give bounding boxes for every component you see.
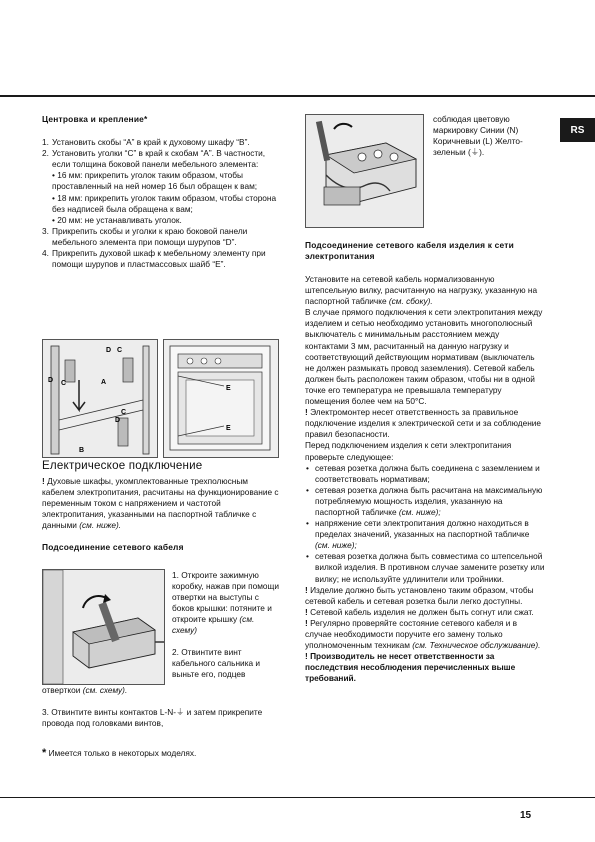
terminal-block-figure <box>305 114 424 228</box>
bottom-rule <box>0 797 595 798</box>
para-6: ! Сетевой кабель изделия не должен быть согнут или сжат. <box>305 606 534 617</box>
step-2: 2. Установить уголки “C” в край к скобам “A”. В частности, если толщина боковой панели мебельного элемента: <box>42 148 266 170</box>
cable-steps-bottom <box>42 685 282 759</box>
junction-box-figure <box>42 569 165 685</box>
para-7: ! Регулярно проверяйте состояние сетевого кабеля и в случае необходимости поручите его замену только уполномоченным техникам (см. Техническое обслуживание). <box>305 617 541 651</box>
right-column <box>305 240 545 684</box>
label-c: C <box>61 380 67 387</box>
mount-steps <box>42 137 282 270</box>
top-rule <box>0 95 595 97</box>
cable-steps-right <box>172 570 280 680</box>
page-number: 15 <box>520 810 532 821</box>
sub-item: • 20 мм: не устанавливать уголок. <box>52 214 182 225</box>
sub-item: • 18 мм: прикрепить уголок таким образом, чтобы сторона без надписей была обращена к вам; <box>52 192 277 214</box>
sub-item: • 16 мм: прикрепить уголок таким образом, чтобы проставленный на ней номер 16 был обращен к вам; <box>52 170 258 192</box>
step-3: 3. Прикрепить скобы и уголки к краю боковой панели мебельного элемента при помощи шурупов “D”. <box>42 225 248 247</box>
label-d: D <box>115 417 121 424</box>
label-a: A <box>101 379 107 386</box>
color-note: соблюдая цветовую маркировку Синии (N) Коричневыи (L) Желто-зеленыи (⏚). <box>433 114 523 158</box>
language-tab: RS <box>560 118 595 142</box>
label-c: C <box>121 409 127 416</box>
list-item: • сетевая розетка должна быть совместима со штепсельной вилкой изделия. В противном случае замените розетку или вилку; не используйте удлинители или тройники. <box>305 551 545 584</box>
cable-step-2: 2. Отвинтите винт кабельного сальника и выньте его, подцев <box>172 646 261 679</box>
left-column <box>42 114 282 270</box>
footnote: * Имеется только в некоторых моделях. <box>42 747 197 760</box>
cable-step-3: 3. Отвинтите винты контактов L-N-⏚ и затем прикрепите провода под головками винтов, <box>42 707 263 729</box>
mount-heading: Центровка и крепление* <box>42 114 148 124</box>
para-3: ! Электромонтер несет ответственность за правильное подключение изделия к электрической сети и за соблюдение правил безопасности. <box>305 407 542 440</box>
step-1: 1. Установить скобы “A” в край к духовому шкафу “B”. <box>42 137 250 148</box>
list-item: • сетевая розетка должна быть расчитана на максимальную потребляемую мощность изделия, указанную на паспортной табличке (см. ниже); <box>305 485 545 518</box>
label-c: C <box>117 347 123 354</box>
ground-icon: ⏚ <box>470 147 480 158</box>
electric-heading: Електрическое подключение <box>42 459 203 472</box>
para-4: Перед подключением изделия к сети электропитания проверьте следующее: <box>305 440 512 462</box>
step-4: 4. Прикрепить духовой шкаф к мебельному элементу при помощи шурупов и пластмассовых шайб “E”. <box>42 248 266 270</box>
label-e: E <box>226 425 231 432</box>
cable-heading: Подсоединение сетевого кабеля <box>42 542 184 553</box>
label-e: E <box>226 385 231 392</box>
mount-figure-oven <box>163 339 279 458</box>
para-5: ! Изделие должно быть установлено таким образом, чтобы сетевой кабель и сетевая розетка были легко доступны. <box>305 584 534 606</box>
para-1: Установите на сетевой кабель нормализованную штепсельную вилку, расчитанную на нагрузку, указанную на паспортной табличке (см. сбоку). <box>305 274 538 307</box>
label-d: D <box>106 347 112 354</box>
label-b: B <box>79 447 85 454</box>
electric-text: ! Духовые шкафы, укомплектованные трехполюсным кабелем электропитания, расчитаны на функционирование с переменным током с напряжением и частотой электропитания, указанными на паспортной табличке с данными (см. ниже). <box>42 476 279 531</box>
check-list <box>305 463 545 585</box>
mount-figure-brackets <box>42 339 158 458</box>
label-d: D <box>48 377 54 384</box>
electric-section <box>42 459 282 554</box>
cable-step-1: 1. Откроите зажимную коробку, нажав при помощи отвертки на выступы с боков крышки: потяните и откроите крышку (см. схему) <box>172 570 279 636</box>
network-heading: Подсоединение сетевого кабеля изделия к сети электропитания <box>305 240 514 261</box>
para-2: В случае прямого подключения к сети электропитания между изделием и сетью необходимо установить многополюсный выключатель с минимальным расстоянием между контактами 3 мм, расчитанный на данную нагрузку и соответствующий действующим нормативам (выключатель не должен размыкать провод заземления). Сетевой кабель должен быть расположен таким образом, чтобы ни в одной точке его температура не превышала температуру помещения более чем на 50°C. <box>305 307 543 407</box>
list-item: • напряжение сети электропитания должно находиться в пределах значений, указанных на паспортной табличке (см. ниже); <box>305 518 545 551</box>
ground-icon: ⏚ <box>176 707 185 718</box>
cable-step-2-cont: отверткои (см. схему). <box>42 685 128 695</box>
para-8: ! Производитель не несет ответственности за последствия несоблюдения перечисленных выше требований. <box>305 651 516 684</box>
list-item: • сетевая розетка должна быть соединена с заземлением и соответствовать нормативам; <box>305 463 545 485</box>
